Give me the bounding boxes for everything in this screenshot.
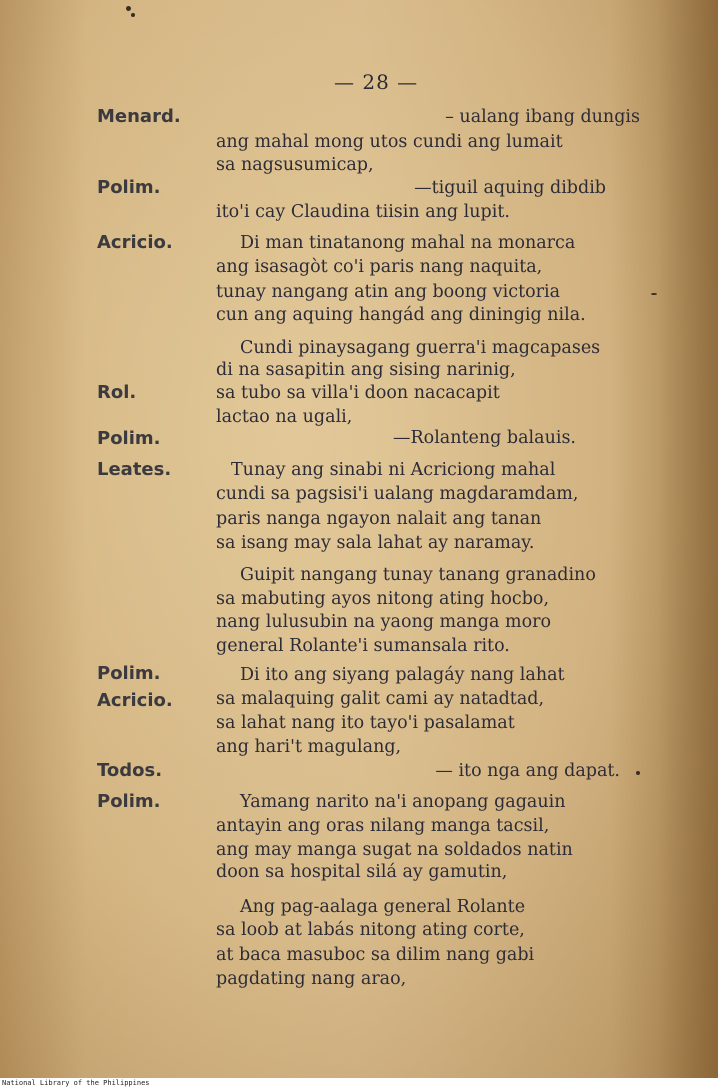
verse-line: sa nagsusumicap,: [216, 155, 374, 175]
speaker-leates: Leates.: [97, 459, 172, 480]
verse-line: antayin ang oras nilang manga tacsil,: [216, 816, 550, 836]
verse-line: sa loob at labás nitong ating corte,: [216, 920, 525, 940]
verse-line: general Rolante'i sumansala rito.: [216, 636, 510, 656]
verse-line: ito'i cay Claudina tiisin ang lupit.: [216, 202, 510, 222]
verse-line: sa malaquing galit cami ay natadtad,: [216, 689, 545, 709]
verse-line: Guipit nangang tunay tanang granadino: [240, 565, 596, 585]
verse-line: —tiguil aquing dibdib: [414, 178, 606, 198]
verse-line: nang lulusubin na yaong manga moro: [216, 612, 552, 632]
page-edge-shadow: [658, 0, 718, 1078]
verse-line: cundi sa pagsisi'i ualang magdaramdam,: [216, 484, 579, 504]
verse-line: Di man tinatanong mahal na monarca: [240, 233, 576, 253]
verse-line: sa tubo sa villa'i doon nacacapit: [216, 383, 500, 403]
verse-line: sa isang may sala lahat ay naramay.: [216, 533, 535, 553]
page-number: — 28 —: [334, 70, 419, 94]
speaker-todos: Todos.: [97, 760, 163, 781]
speaker-rol: Rol.: [97, 382, 137, 403]
verse-line: Tunay ang sinabi ni Acriciong mahal: [231, 460, 556, 480]
verse-line: — ito nga ang dapat.: [435, 761, 620, 781]
ink-speck: [651, 293, 657, 295]
verse-line: Cundi pinaysagang guerra'i magcapases: [240, 338, 601, 358]
ink-speck: [636, 771, 640, 775]
ink-speck: [131, 13, 135, 17]
verse-line: di na sasapitin ang sising narinig,: [216, 360, 516, 380]
verse-line: at baca masuboc sa dilim nang gabi: [216, 945, 535, 965]
verse-line: Ang pag-aalaga general Rolante: [240, 897, 526, 917]
verse-line: sa lahat nang ito tayo'i pasalamat: [216, 713, 515, 733]
verse-line: lactao na ugali,: [216, 407, 353, 427]
verse-line: – ualang ibang dungis: [445, 107, 640, 127]
speaker-acricio: Acricio.: [97, 232, 173, 253]
verse-line: ang may manga sugat na soldados natin: [216, 840, 573, 860]
ink-speck: [126, 6, 131, 11]
verse-line: —Rolanteng balauis.: [392, 428, 576, 448]
verse-line: ang mahal mong utos cundi ang lumait: [216, 132, 563, 152]
verse-line: ang hari't magulang,: [216, 737, 402, 757]
verse-line: sa mabuting ayos nitong ating hocbo,: [216, 589, 550, 609]
speaker-polim: Polim.: [97, 177, 161, 198]
verse-line: pagdating nang arao,: [216, 969, 407, 989]
library-credit: National Library of the Philippines: [2, 1079, 150, 1087]
speaker-acricio: Acricio.: [97, 690, 173, 711]
verse-line: doon sa hospital silá ay gamutin,: [216, 862, 508, 882]
verse-line: Di ito ang siyang palagáy nang lahat: [240, 665, 565, 685]
speaker-menard: Menard.: [97, 106, 181, 127]
speaker-polim: Polim.: [97, 428, 161, 449]
verse-line: ang isasagòt co'i paris nang naquita,: [216, 257, 543, 277]
verse-line: paris nanga ngayon nalait ang tanan: [216, 509, 542, 529]
verse-line: cun ang aquing hangád ang diningig nila.: [216, 305, 586, 325]
verse-line: tunay nangang atin ang boong victoria: [216, 282, 561, 302]
verse-line: Yamang narito na'i anopang gagauin: [240, 792, 566, 812]
speaker-polim: Polim.: [97, 663, 161, 684]
speaker-polim: Polim.: [97, 791, 161, 812]
